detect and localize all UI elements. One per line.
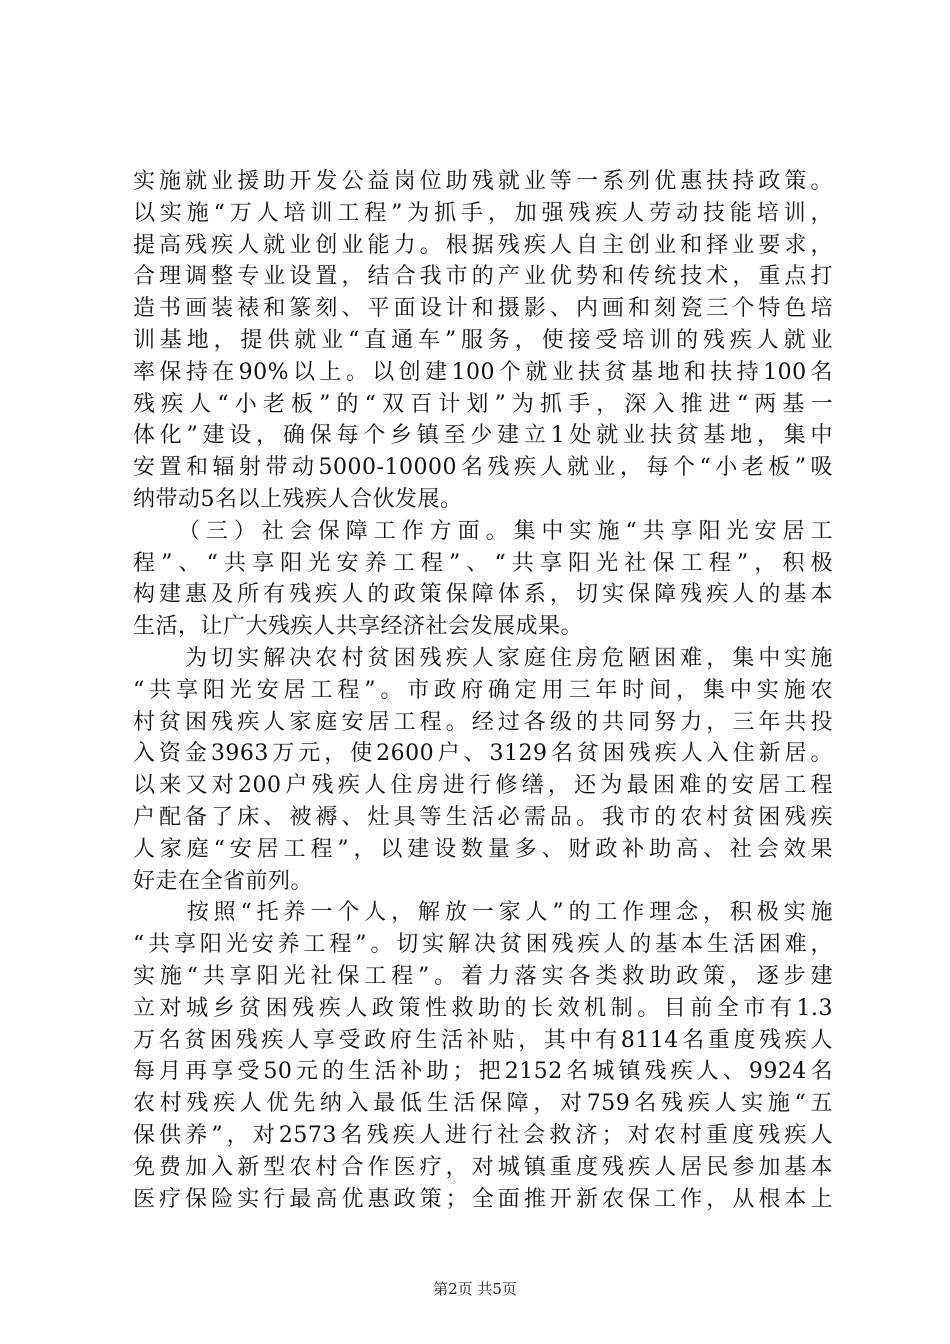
document-body xyxy=(133,166,833,1215)
text-line: 按照“托养一个人，解放一家人”的工作理念，积极实施 xyxy=(133,900,833,926)
text-line: “共享阳光安养工程”。切实解决贫困残疾人的基本生活困难， xyxy=(133,932,833,958)
text-line: 构建惠及所有残疾人的政策保障体系，切实保障残疾人的基本 xyxy=(133,582,833,608)
text-line: 人家庭“安居工程”，以建设数量多、财政补助高、社会效果 xyxy=(133,836,833,862)
text-line: 万名贫困残疾人享受政府生活补贴，其中有8114名重度残疾人 xyxy=(133,1027,833,1053)
text-line: 体化”建设，确保每个乡镇至少建立1处就业扶贫基地，集中 xyxy=(133,423,833,449)
text-line: 入资金3963万元，使2600户、3129名贫困残疾人入住新居。 xyxy=(133,741,833,767)
text-line: “共享阳光安居工程”。市政府确定用三年时间，集中实施农 xyxy=(133,677,833,703)
text-line: 医疗保险实行最高优惠政策；全面推开新农保工作，从根本上 xyxy=(133,1186,833,1212)
text-line: 训基地，提供就业“直通车”服务，使接受培训的残疾人就业 xyxy=(133,327,833,353)
text-line: 安置和辐射带动5000-10000名残疾人就业，每个“小老板”吸 xyxy=(133,455,833,481)
text-line: 以实施“万人培训工程”为抓手，加强残疾人劳动技能培训， xyxy=(133,200,833,226)
text-line: 生活，让广大残疾人共享经济社会发展成果。 xyxy=(133,614,584,640)
page-indicator: 第2页 共5页 xyxy=(433,1280,517,1298)
text-line: 村贫困残疾人家庭安居工程。经过各级的共同努力，三年共投 xyxy=(133,709,833,735)
text-line: 率保持在90%以上。以创建100个就业扶贫基地和扶持100名 xyxy=(133,359,833,385)
text-line: 残疾人“小老板”的“双百计划”为抓手，深入推进“两基一 xyxy=(133,391,833,417)
text-line: 实施“共享阳光社保工程”。着力落实各类救助政策，逐步建 xyxy=(133,963,833,989)
text-line: 户配备了床、被褥、灶具等生活必需品。我市的农村贫困残疾 xyxy=(133,804,833,830)
text-line: 纳带动5名以上残疾人合伙发展。 xyxy=(133,486,463,512)
text-line: 造书画装裱和篆刻、平面设计和摄影、内画和刻瓷三个特色培 xyxy=(133,296,833,322)
text-line: 程”、“共享阳光安养工程”、“共享阳光社保工程”，积极 xyxy=(133,550,833,576)
text-line: 立对城乡贫困残疾人政策性救助的长效机制。目前全市有1.3 xyxy=(133,995,833,1021)
text-line: 保供养”，对2573名残疾人进行社会救济；对农村重度残疾人 xyxy=(133,1122,833,1148)
text-line: 为切实解决农村贫困残疾人家庭住房危陋困难，集中实施 xyxy=(133,645,833,671)
text-line: 好走在全省前列。 xyxy=(133,868,314,894)
text-line: 实施就业援助开发公益岗位助残就业等一系列优惠扶持政策。 xyxy=(133,169,833,194)
text-line: 合理调整专业设置，结合我市的产业优势和传统技术，重点打 xyxy=(133,264,833,290)
text-line: 每月再享受50元的生活补助；把2152名城镇残疾人、9924名 xyxy=(133,1059,833,1085)
text-line: 以来又对200户残疾人住房进行修缮，还为最困难的安居工程 xyxy=(133,773,833,799)
page-footer xyxy=(0,1278,950,1299)
text-line: 农村残疾人优先纳入最低生活保障，对759名残疾人实施“五 xyxy=(133,1091,833,1117)
text-line: （三）社会保障工作方面。集中实施“共享阳光安居工 xyxy=(133,518,833,544)
text-line: 免费加入新型农村合作医疗，对城镇重度残疾人居民参加基本 xyxy=(133,1154,833,1180)
text-line: 提高残疾人就业创业能力。根据残疾人自主创业和择业要求， xyxy=(133,232,833,258)
